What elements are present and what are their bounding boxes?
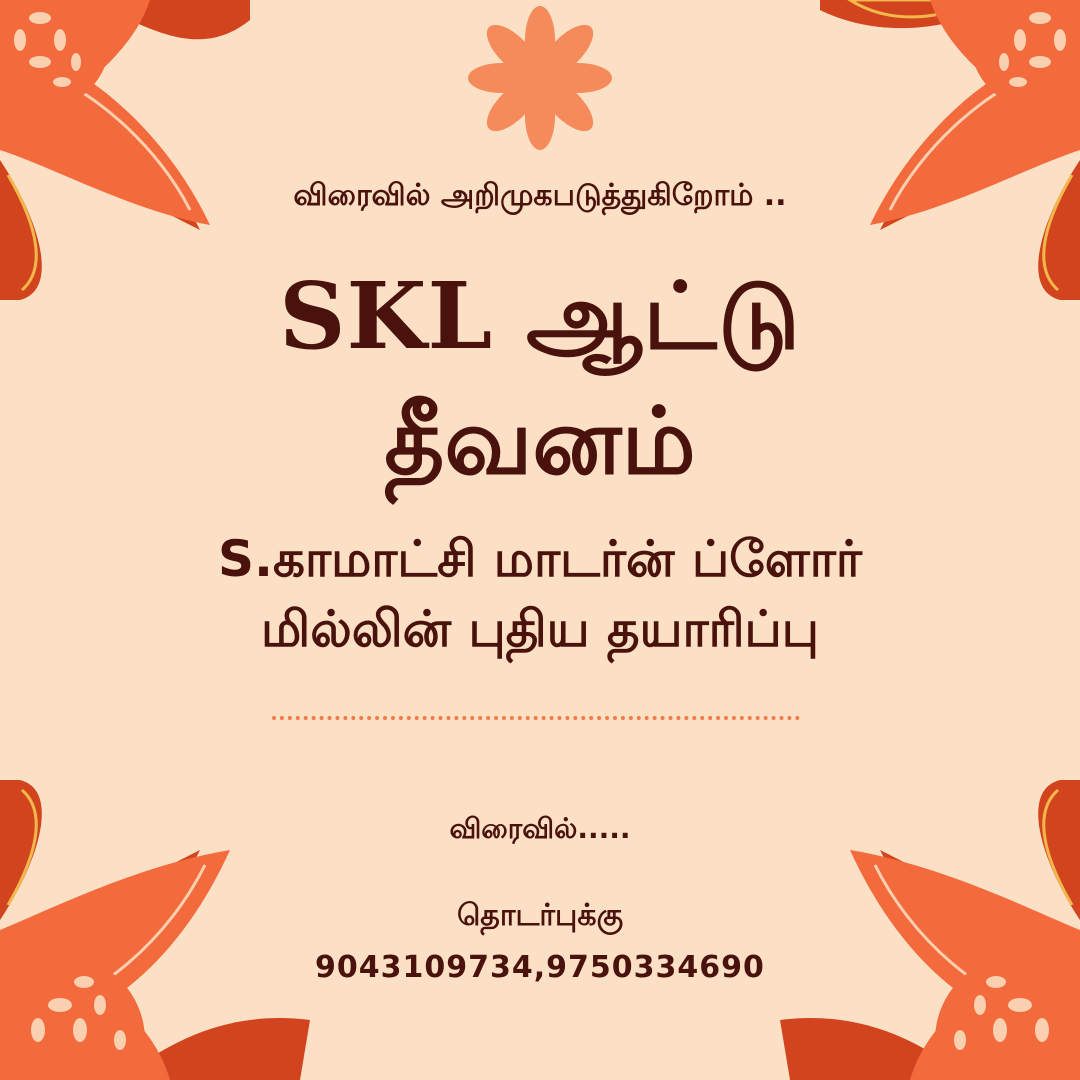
tagline-line-1: S.காமாட்சி மாடர்ன் ப்ளோர் [217, 530, 863, 588]
corner-flower-top-left-icon [0, 0, 250, 300]
coming-soon-text: விரைவில்..... [449, 812, 631, 845]
announcement-text: விரைவில் அறிமுகபடுத்துகிறோம் .. [293, 178, 787, 213]
contact-label: தொடர்புக்கு [456, 898, 624, 933]
dotted-divider [272, 716, 800, 720]
product-title-line-1: SKL ஆட்டு [279, 262, 801, 370]
corner-flower-top-right-icon [820, 0, 1080, 300]
tagline-line-2: மில்லின் புதிய தயாரிப்பு [261, 600, 819, 658]
contact-phone-numbers: 9043109734,9750334690 [315, 950, 765, 985]
product-title-line-2: தீவனம் [384, 388, 696, 495]
top-flower-icon [468, 6, 612, 150]
